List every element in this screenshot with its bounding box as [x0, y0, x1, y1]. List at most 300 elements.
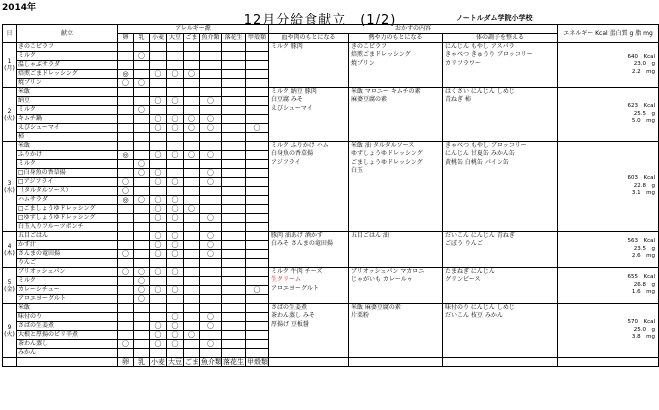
allergen-mark: [150, 61, 167, 70]
allergy-group-header: アレルギー源: [118, 25, 269, 34]
allergen-mark: 〇: [118, 187, 134, 196]
allergen-mark: [184, 295, 200, 304]
allergen-mark: [246, 295, 269, 304]
menu-item: 米飯: [17, 304, 118, 313]
allergen-header: 乳: [134, 34, 150, 43]
allergen-mark: 〇: [150, 250, 167, 259]
allergen-mark: [200, 142, 222, 151]
allergen-mark: [200, 304, 222, 313]
allergen-mark: [184, 61, 200, 70]
table-row: [3, 268, 659, 277]
allergen-mark: [134, 133, 150, 142]
allergen-mark: [134, 205, 150, 214]
heat-cell: [349, 88, 443, 142]
text-line: 603 Kcal: [627, 175, 656, 182]
heat-cell: [349, 43, 443, 88]
allergen-mark: [184, 196, 200, 205]
allergen-mark: [150, 349, 167, 358]
allergen-mark: [134, 142, 150, 151]
blood-cell: [269, 142, 349, 232]
allergen-mark: [222, 70, 246, 79]
allergen-footer: 魚介類: [201, 358, 222, 366]
allergen-mark: 〇: [150, 322, 167, 331]
allergen-mark: 〇: [200, 241, 222, 250]
table-row: [3, 304, 659, 313]
allergen-mark: 〇: [150, 115, 167, 124]
text-line: 黄桃缶 白桃缶 パイン缶: [445, 158, 509, 166]
text-line: グリンピース: [445, 276, 481, 284]
allergen-mark: 〇: [150, 214, 167, 223]
menu-item: 温しゃぶサラダ: [17, 61, 118, 70]
allergen-mark: 〇: [167, 250, 184, 259]
allergen-footer: 小麦: [151, 358, 165, 366]
allergen-mark: 〇: [167, 70, 184, 79]
text-line: 25.0 g: [633, 326, 656, 333]
allergen-mark: [118, 43, 134, 52]
allergen-mark: [222, 349, 246, 358]
allergen-mark: 〇: [167, 313, 184, 322]
allergen-mark: [118, 142, 134, 151]
allergen-mark: [246, 241, 269, 250]
allergen-mark: 〇: [200, 214, 222, 223]
allergen-mark: [134, 241, 150, 250]
allergen-mark: [167, 277, 184, 286]
allergen-mark: 〇: [118, 79, 134, 88]
text-line: きのこピラフ: [351, 43, 388, 50]
text-line: 23.5 g: [633, 245, 656, 252]
text-line: 米飯 麻婆豆腐の素: [351, 304, 401, 311]
allergen-mark: [184, 241, 200, 250]
allergen-mark: [184, 340, 200, 349]
text-line: 白身魚の香草揚: [271, 150, 314, 158]
allergen-mark: ◎: [118, 151, 134, 160]
allergen-mark: [134, 349, 150, 358]
allergen-mark: [246, 214, 269, 223]
menu-item: 白玉入りフルーツポンチ: [17, 223, 118, 232]
allergen-mark: [184, 349, 200, 358]
menu-item: ミルク: [17, 277, 118, 286]
menu-item: ブリオッシュパン: [17, 268, 118, 277]
allergen-mark: 〇: [167, 331, 184, 340]
allergen-mark: [118, 106, 134, 115]
allergen-mark: [134, 259, 150, 268]
allergen-mark: [222, 214, 246, 223]
allergen-mark: [118, 313, 134, 322]
allergen-mark: 〇: [200, 322, 222, 331]
menu-item: りんご: [17, 259, 118, 268]
allergen-mark: [222, 43, 246, 52]
text-line: 640 Kcal: [627, 53, 656, 60]
allergen-mark: [167, 61, 184, 70]
menu-item: ミルク: [17, 106, 118, 115]
allergen-mark: 〇: [134, 295, 150, 304]
allergen-mark: ◎: [118, 70, 134, 79]
allergen-mark: [118, 223, 134, 232]
allergen-mark: 〇: [150, 331, 167, 340]
allergen-mark: [246, 259, 269, 268]
energy-cell: [558, 88, 659, 142]
menu-item: みかん: [17, 349, 118, 358]
allergen-mark: [134, 331, 150, 340]
text-line: 米飯 油 タルタルソース: [351, 142, 415, 149]
allergen-mark: [222, 277, 246, 286]
allergen-mark: 〇: [134, 268, 150, 277]
menu-item: ふりかけ: [17, 151, 118, 160]
allergen-mark: [246, 232, 269, 241]
blood-cell: [269, 232, 349, 268]
allergen-mark: [150, 187, 167, 196]
allergen-mark: [184, 250, 200, 259]
allergen-mark: 〇: [167, 151, 184, 160]
allergen-mark: [246, 106, 269, 115]
allergen-mark: [222, 187, 246, 196]
text-line: ミルク ふりかけ ハム: [271, 142, 329, 149]
text-line: 1.6 mg: [631, 289, 656, 296]
allergen-mark: [167, 106, 184, 115]
day-cell: [3, 43, 17, 88]
year-label: 2014年: [2, 3, 37, 13]
menu-item: アロエヨーグルト: [17, 295, 118, 304]
allergen-mark: [222, 97, 246, 106]
allergen-mark: 〇: [200, 115, 222, 124]
allergen-mark: 〇: [150, 70, 167, 79]
table-row: [3, 142, 659, 151]
text-line: 623 Kcal: [627, 103, 656, 110]
allergen-mark: [134, 151, 150, 160]
allergen-mark: [118, 88, 134, 97]
allergen-mark: [200, 70, 222, 79]
text-line: 25.5 g: [633, 110, 656, 117]
text-line: 23.0 g: [633, 61, 656, 68]
allergen-mark: [200, 106, 222, 115]
allergen-mark: 〇: [200, 97, 222, 106]
text-line: 味付のり にんじん しめじ: [445, 304, 515, 311]
allergen-mark: [222, 178, 246, 187]
allergen-mark: 〇: [150, 178, 167, 187]
text-line: ミルク 牛肉 チーズ: [271, 268, 323, 275]
allergen-mark: [118, 349, 134, 358]
text-line: 2.6 mg: [631, 253, 656, 260]
allergen-mark: [246, 196, 269, 205]
text-line: 3.1 mg: [631, 190, 656, 197]
allergen-mark: [200, 349, 222, 358]
menu-header: 献立: [17, 25, 118, 43]
day-cell: [3, 232, 17, 268]
allergen-mark: [184, 97, 200, 106]
allergen-mark: 〇: [200, 313, 222, 322]
allergen-mark: 〇: [150, 232, 167, 241]
allergen-mark: [167, 187, 184, 196]
allergen-mark: [222, 268, 246, 277]
allergen-mark: 〇: [246, 124, 269, 133]
text-line: カリフラワー: [445, 59, 482, 67]
allergen-header: ごま: [185, 34, 198, 41]
allergen-mark: [246, 178, 269, 187]
text-line: ミルク 豚肉: [271, 43, 303, 50]
heat-cell: [349, 142, 443, 232]
allergen-mark: [118, 52, 134, 61]
allergen-mark: [118, 241, 134, 250]
allergen-mark: [246, 322, 269, 331]
allergen-mark: 〇: [184, 70, 200, 79]
allergen-header: 魚介類: [201, 34, 220, 41]
allergen-mark: [134, 187, 150, 196]
text-line: ごぼう りんご: [445, 240, 483, 248]
text-line: 白玉: [351, 167, 364, 175]
allergen-mark: [200, 160, 222, 169]
menu-item: ハムサラダ: [17, 196, 118, 205]
menu-item: 茶わん蒸し: [17, 340, 118, 349]
allergen-header: 落花生: [222, 34, 246, 43]
allergen-mark: [118, 322, 134, 331]
energy-header: エネルギー Kcal 蛋白質 g 脂 mg: [558, 25, 659, 43]
allergen-mark: [150, 43, 167, 52]
allergen-mark: [200, 196, 222, 205]
allergen-mark: [200, 295, 222, 304]
day-cell: [3, 142, 17, 232]
allergen-mark: [222, 286, 246, 295]
allergen-footer: 大豆: [168, 358, 182, 366]
okazu-col-header: 体の調子を整える: [443, 34, 558, 43]
allergen-mark: [200, 133, 222, 142]
allergen-mark: [184, 322, 200, 331]
allergen-mark: 〇: [118, 268, 134, 277]
allergen-mark: [246, 250, 269, 259]
allergen-mark: 〇: [167, 214, 184, 223]
allergen-mark: [134, 313, 150, 322]
text-line: 3.8 mg: [631, 334, 656, 341]
empty-cell: [558, 358, 659, 367]
okazu-col-header: 血や肉のもとになる: [269, 34, 349, 43]
allergen-mark: [222, 88, 246, 97]
text-line: きゃべつ きゅうり ブロッコリー: [445, 51, 533, 59]
menu-item: 焙煎ごまドレッシング: [17, 70, 118, 79]
allergen-mark: [222, 313, 246, 322]
allergen-mark: [134, 214, 150, 223]
allergen-mark: 〇: [167, 115, 184, 124]
heat-cell: [349, 268, 443, 304]
menu-item: カレーシチュー: [17, 286, 118, 295]
allergen-mark: [150, 52, 167, 61]
allergen-mark: [184, 79, 200, 88]
allergen-mark: [167, 79, 184, 88]
text-line: 4: [7, 242, 12, 250]
day-cell: [3, 304, 17, 358]
allergen-mark: [200, 268, 222, 277]
allergen-mark: 〇: [167, 322, 184, 331]
allergen-mark: [167, 43, 184, 52]
allergen-mark: [222, 250, 246, 259]
allergen-mark: [184, 223, 200, 232]
allergen-mark: [246, 151, 269, 160]
body-cell: [443, 268, 558, 304]
menu-item: さばの生姜煮: [17, 322, 118, 331]
allergen-mark: [184, 259, 200, 268]
allergen-mark: [200, 205, 222, 214]
allergen-mark: [118, 286, 134, 295]
allergen-mark: 〇: [200, 340, 222, 349]
text-line: だいこん にんじん 青ねぎ: [445, 232, 515, 239]
day-cell: [3, 268, 17, 304]
text-line: 570 Kcal: [627, 319, 656, 326]
allergen-mark: [246, 133, 269, 142]
allergen-mark: [134, 97, 150, 106]
body-cell: [443, 88, 558, 142]
allergen-mark: [184, 268, 200, 277]
empty-cell: [443, 358, 558, 367]
allergen-footer: 落花生: [223, 358, 244, 366]
menu-item: 焼プリン: [17, 79, 118, 88]
text-line: (金): [4, 285, 15, 293]
allergen-mark: [118, 259, 134, 268]
allergen-mark: [167, 52, 184, 61]
allergen-header: 卵: [118, 34, 134, 43]
allergen-mark: 〇: [167, 286, 184, 295]
allergen-mark: 〇: [184, 124, 200, 133]
text-line: 五目ごはん 油: [351, 232, 389, 239]
menu-item: □白身魚の香草揚: [17, 169, 118, 178]
allergen-mark: [222, 205, 246, 214]
allergen-mark: [167, 349, 184, 358]
text-line: 26.8 g: [633, 281, 656, 288]
allergen-mark: [118, 205, 134, 214]
allergen-mark: 〇: [200, 151, 222, 160]
allergen-mark: [222, 124, 246, 133]
empty-cell: [349, 358, 443, 367]
allergen-mark: 〇: [118, 340, 134, 349]
allergen-mark: 〇: [200, 169, 222, 178]
allergen-mark: 〇: [134, 169, 150, 178]
text-line: 655 Kcal: [627, 274, 656, 281]
allergen-mark: [134, 43, 150, 52]
allergen-mark: [246, 70, 269, 79]
allergen-mark: [118, 232, 134, 241]
allergen-mark: [222, 151, 246, 160]
allergen-mark: [134, 304, 150, 313]
allergen-mark: [222, 142, 246, 151]
text-line: ごましょうゆドレッシング: [351, 158, 423, 166]
allergen-mark: 〇: [134, 286, 150, 295]
energy-cell: [558, 43, 659, 88]
text-line: (月): [4, 65, 15, 72]
allergen-mark: 〇: [118, 250, 134, 259]
allergen-mark: [246, 304, 269, 313]
allergen-footer: 卵: [118, 358, 134, 367]
table-row: [3, 232, 659, 241]
body-cell: [443, 304, 558, 358]
allergen-mark: [150, 79, 167, 88]
allergen-mark: [118, 295, 134, 304]
allergen-mark: [167, 295, 184, 304]
menu-item: えびシューマイ: [17, 124, 118, 133]
allergen-mark: [246, 277, 269, 286]
menu-item: □ゆずしょうゆドレッシング: [17, 214, 118, 223]
allergen-mark: [246, 169, 269, 178]
allergen-mark: [222, 322, 246, 331]
allergen-mark: [200, 79, 222, 88]
allergen-mark: [184, 88, 200, 97]
allergen-mark: [200, 187, 222, 196]
text-line: (木): [4, 249, 15, 257]
allergen-footer: 乳: [134, 358, 150, 367]
allergen-mark: 〇: [200, 232, 222, 241]
text-line: 22.8 g: [633, 182, 656, 189]
allergen-mark: [184, 187, 200, 196]
energy-cell: [558, 304, 659, 358]
table-row: [3, 88, 659, 97]
text-line: 2.2 mg: [631, 68, 656, 75]
text-line: 米飯 マロニー キムチの素: [351, 88, 421, 95]
text-line: はくさい にんじん しめじ: [445, 88, 515, 95]
allergen-mark: [118, 304, 134, 313]
text-line: アロエヨーグルト: [271, 284, 319, 292]
allergen-mark: [200, 259, 222, 268]
allergen-mark: [246, 187, 269, 196]
allergen-mark: [222, 232, 246, 241]
menu-item: 柿: [17, 133, 118, 142]
allergen-mark: 〇: [167, 268, 184, 277]
allergen-mark: [184, 142, 200, 151]
allergen-mark: [246, 340, 269, 349]
allergen-mark: [118, 97, 134, 106]
allergen-mark: [184, 286, 200, 295]
allergen-mark: [246, 97, 269, 106]
allergen-mark: [134, 223, 150, 232]
allergen-mark: 〇: [134, 277, 150, 286]
allergen-mark: [246, 268, 269, 277]
allergen-mark: [184, 178, 200, 187]
allergen-mark: [118, 331, 134, 340]
allergen-mark: [118, 133, 134, 142]
menu-item: 味付のり: [17, 313, 118, 322]
allergen-mark: [200, 331, 222, 340]
text-line: えびシューマイ: [271, 104, 313, 112]
allergen-mark: [184, 304, 200, 313]
allergen-mark: [118, 214, 134, 223]
allergen-mark: [246, 43, 269, 52]
text-line: 5: [7, 278, 12, 286]
allergen-mark: [246, 142, 269, 151]
menu-item: ミルク: [17, 160, 118, 169]
allergen-mark: [222, 259, 246, 268]
allergen-mark: [150, 88, 167, 97]
allergen-mark: [184, 313, 200, 322]
allergen-mark: 〇: [200, 124, 222, 133]
allergen-mark: 〇: [167, 241, 184, 250]
allergen-mark: [184, 232, 200, 241]
allergen-mark: 〇: [184, 115, 200, 124]
text-line: 5.0 mg: [631, 118, 656, 125]
allergen-mark: [222, 133, 246, 142]
allergen-mark: [134, 70, 150, 79]
allergen-mark: [150, 106, 167, 115]
allergen-mark: 〇: [134, 106, 150, 115]
allergen-mark: [246, 313, 269, 322]
allergen-mark: 〇: [150, 268, 167, 277]
allergen-mark: [167, 88, 184, 97]
text-line: 片栗粉: [351, 312, 370, 320]
allergen-mark: [222, 196, 246, 205]
text-line: (火): [4, 330, 15, 338]
allergen-mark: [200, 286, 222, 295]
text-line: 茶わん蒸し みそ: [271, 312, 315, 320]
menu-item: かす汁: [17, 241, 118, 250]
allergen-mark: [246, 160, 269, 169]
allergen-mark: [118, 61, 134, 70]
body-cell: [443, 142, 558, 232]
allergen-mark: [222, 106, 246, 115]
allergen-mark: [184, 52, 200, 61]
